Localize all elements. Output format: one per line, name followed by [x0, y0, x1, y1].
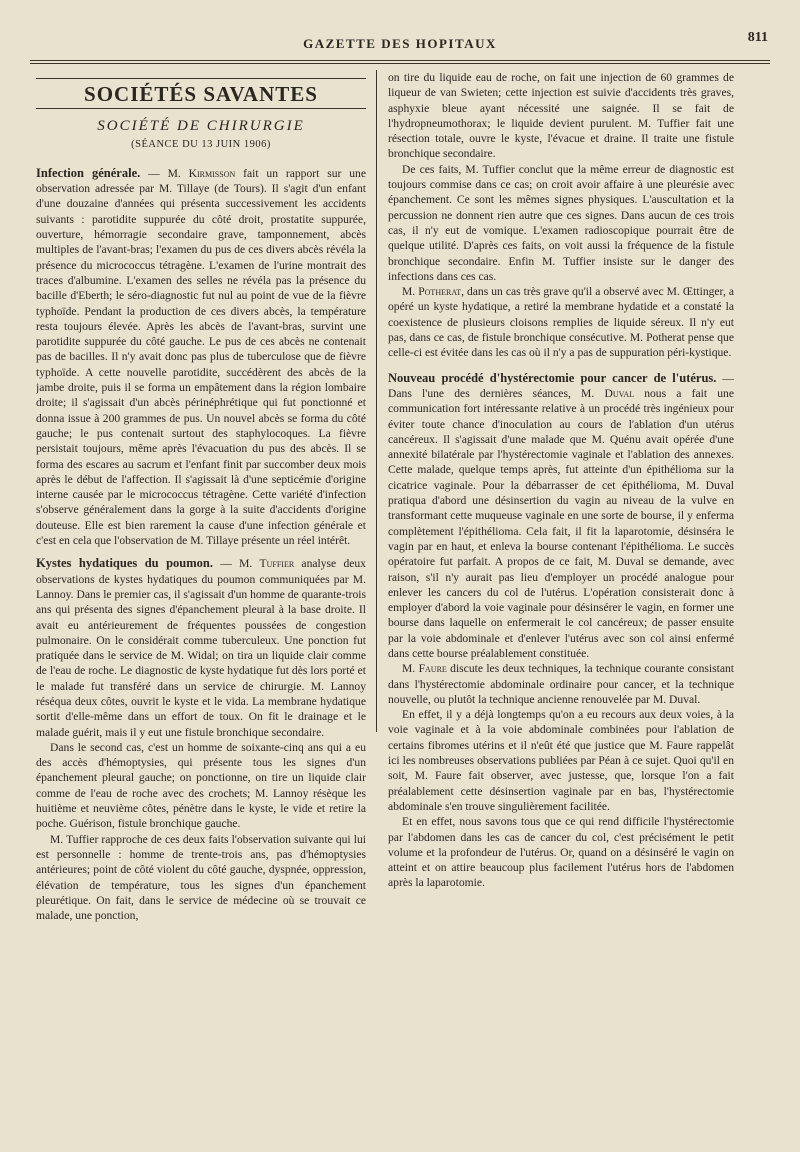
article-hysterectomie: Nouveau procédé d'hystérectomie pour cancer de l'utérus. — Dans l'une des dernières séances, M. Duval nous a fait une communication fort intéressante relative à un procédé très ingénieux pour éviter toute chance d'inoculation au cours de l'ablation d'un utérus cancéreux. Il s'agissait d'une malade que M. Quénu avait opérée d'une annexité bilatérale par l'hystérectomie vaginale et l'ablation des annexes. Cette malade, quelque temps après, fut atteinte d'un épithélioma sur la cicatrice vaginale. Pour la débarrasser de cet épithélioma, M. Duval pratiqua d'abord une désinsertion du vagin au niveau de la vulve en transformant cette muqueuse vaginale en une sorte de bourse, il y enferma complètement l'épithélioma. Cela fait, il fit la laparotomie, désinséra le vagin par en haut, et enleva la bourse contenant l'épithélioma. Le succès opératoire fut parfait. A propos de ce fait, M. Duval se demande, avec raison, s'il n'y aurait pas lieu d'employer un procédé analogue pour enlever les cancers du col de l'utérus. L'opération consisterait donc à employer d'abord la voie vaginale pour désinsérer le vagin, en former une bourse dans laquelle on enfermerait le col cancéreux; de passer ensuite par la voie abdominale et d'enlever l'utérus avec son col ainsi enfermé dans cette bourse préalablement constituée.	[388, 370, 734, 660]
article-kystes: Kystes hydatiques du poumon. — M. Tuffier analyse deux observations de kystes hydatiques du poumon communiquées par M. Lannoy. Dans le premier cas, il s'agissait d'un homme de quarante-trois ans qui présenta des signes d'épanchement pleural à la base droite. Il avait eu antérieurement de fréquentes poussées de congestion pulmonaire. On le considérait comme tuberculeux. Une ponction fut pratiquée dans le service de M. Widal; on tira un liquide clair comme de l'eau de roche. Le diagnostic de kyste hydatique fut dès lors porté et le malade fut transféré dans un service de chirurgie. M. Lannoy réséqua deux côtes, ouvrit le kyste et le vida. La membrane hydatique sortit d'elle-même dans un effort de toux. On fit le drainage et le malade guérit, mais il y eut une fistule bronchique secondaire.	[36, 556, 366, 739]
column-divider	[376, 70, 377, 732]
paragraph: En effet, il y a déjà longtemps qu'on a eu recours aux deux voies, à la voie vaginale et à la voie abdominale combinées pour l'ablation de certains fibromes utérins et il n'eût été que justice que M. Faure rappelât ici les nombreuses observations publiées par Péan à ce sujet. Quoi qu'il en soit, M. Faure fait observer, avec justesse, que, lorsque l'on a fait préalablement cette désinsertion vaginale par en bas, l'hystérectomie abdominale s'en trouve singulièrement facilitée.	[388, 708, 734, 813]
speaker-name: Potherat	[418, 285, 462, 299]
article-infection: Infection générale. — M. Kirmisson fait un rapport sur une observation adressée par M. Tillaye (de Tours). Il s'agit d'un enfant d'une douzaine d'années qui présenta successivement les accidents suivants : parotidite suppurée du côté droit, prostatite suppurée, ouverture, hémorragie secondaire grave, tamponnement, abcès multiples de l'avant-bras; l'examen du pus de ces divers abcès révéla la présence du micrococcus tétragène. L'examen de l'urine montrait des traces d'albumine. L'examen des selles ne révéla pas la présence du bacille d'Eberth; le séro-diagnostic fut nul au point de vue de la fièvre typhoïde. Pendant la production de ces divers abcès, la température resta toujours élevée. Après les abcès de l'avant-bras, survint une parotidite suppurée du côté gauche. Le pus de ces abcès ne contenait pas de bacilles. Il n'y avait donc pas plus de tuberculose que de fièvre typhoïde. A cette nouvelle parotidite, succédèrent des abcès de la jambe droite, puis il se forma un empâtement dans la région lombaire droite; il s'agissait d'un abcès périnéphrétique qui fut ponctionné et donna issue à 200 grammes de pus. Un nouvel abcès se forma du côté gauche; le pus contenait surtout des staphylocoques. La fièvre persistait toujours, même après l'évacuation du pus des abcès. Il se forma des escares au sacrum et l'enfant finit par succomber deux mois après le début de l'affection. Il s'agissait là d'une septicémie d'origine interne causée par le micrococcus tétragène. Cette variété d'infection s'observe généralement dans la gorge à la suite d'accidents d'origine douteuse. Elle est bien rarement la cause d'une infection générale et c'est en cela que l'observation de M. Tillaye présente un réel intérêt.	[36, 165, 366, 548]
page-number: 811	[747, 30, 768, 45]
section-rule-top	[36, 78, 366, 79]
paragraph: Et en effet, nous savons tous que ce qui rend difficile l'hystérectomie par l'abdomen dans les cas de cancer du col, c'est précisément le petit volume et la profondeur de l'utérus. Or, quand on a désinséré le vagin on atteint et on attire beaucoup plus facilement l'utérus hors de l'abdomen après la laparotomie.	[388, 815, 734, 890]
paragraph: M. Faure discute les deux techniques, la technique courante consistant dans l'hystérectomie abdominale ordinaire pour cancer, et la technique nouvelle, ou plutôt la technique ancienne renouvelée par M. Duval.	[388, 662, 734, 706]
speaker-name: Duval	[604, 386, 635, 400]
paragraph: M. Potherat, dans un cas très grave qu'il a observé avec M. Œttinger, a opéré un kyste hydatique, a retiré la membrane hydatide et a constaté la coexistence de plusieurs cloisons remplies de liquide séreux. Il n'y eut pas, dans ce cas, de fistule bronchique consécutive. M. Potherat pense que celle-ci est évitée dans les cas où il n'y a pas de suppuration péri-kystique.	[388, 285, 734, 360]
society-name: SOCIÉTÉ DE CHIRURGIE	[97, 118, 305, 135]
speaker-name: Faure	[418, 662, 447, 676]
right-column	[388, 70, 734, 1122]
header-rule	[30, 60, 770, 61]
speaker-name: Tuffier	[259, 557, 295, 571]
article-title: Nouveau procédé d'hystérectomie pour cancer de l'utérus.	[388, 370, 717, 385]
section-title: SOCIÉTÉS SAVANTES	[84, 82, 318, 106]
paragraph: on tire du liquide eau de roche, on fait une injection de 60 grammes de liqueur de van Swieten; cette injection est suivie d'accidents très graves, asphyxie bleue ayant nécessité une saignée. Il se fait de l'hydropneumothorax; le liquide devient purulent. M. Tuffier fait une résection totale, ouvre le kyste, l'évacue et draine. Il traite une fistule bronchique secondaire.	[388, 71, 734, 161]
journal-title: GAZETTE DES HOPITAUX	[303, 36, 497, 51]
header-rule-thin	[30, 63, 770, 64]
article-title: Kystes hydatiques du poumon.	[36, 556, 213, 571]
page-header	[30, 30, 770, 60]
section-rule-bottom	[36, 108, 366, 109]
seance-date: (SÉANCE DU 13 JUIN 1906)	[131, 138, 271, 150]
article-title: Infection générale.	[36, 165, 141, 180]
speaker-name: Kirmisson	[188, 166, 236, 180]
paragraph: De ces faits, M. Tuffier conclut que la même erreur de diagnostic est toujours commise dans ce cas; on croit avoir affaire à une pleurésie avec épanchement. Ce sont les mêmes signes physiques. L'auscultation et la percussion ne donnent rien autre que ces signes. Dans aucun de ces trois cas, il n'y eut de vomique. L'examen radioscopique pourrait être de quelque utilité. D'après ces faits, on voit aussi la fréquence de la fistule bronchique secondaire. Enfin M. Tuffier insiste sur le danger des infections dans ces cas.	[388, 162, 734, 283]
paragraph: M. Tuffier rapproche de ces deux faits l'observation suivante qui lui est personnelle : homme de trente-trois ans, pas d'hémoptysies antérieures; point de côté violent du côté gauche, dyspnée, oppression, élévation de température, tous les signes d'un épanchement pleurétique. On fait, dans le service de médecine où se trouvait ce malade, une ponction,	[36, 832, 366, 923]
left-column	[36, 70, 366, 1122]
paragraph: Dans le second cas, c'est un homme de soixante-cinq ans qui a eu des accès d'hémoptysies, qui présente tous les signes d'un épanchement pleural gauche; on ponctionne, on tire un liquide clair comme de l'eau de roche avec des crochets; M. Lannoy résèque les huitième et neuvième côtes, pénètre dans le kyste, le vide et retire la poche. Guérison, fistule bronchique gauche.	[36, 740, 366, 831]
